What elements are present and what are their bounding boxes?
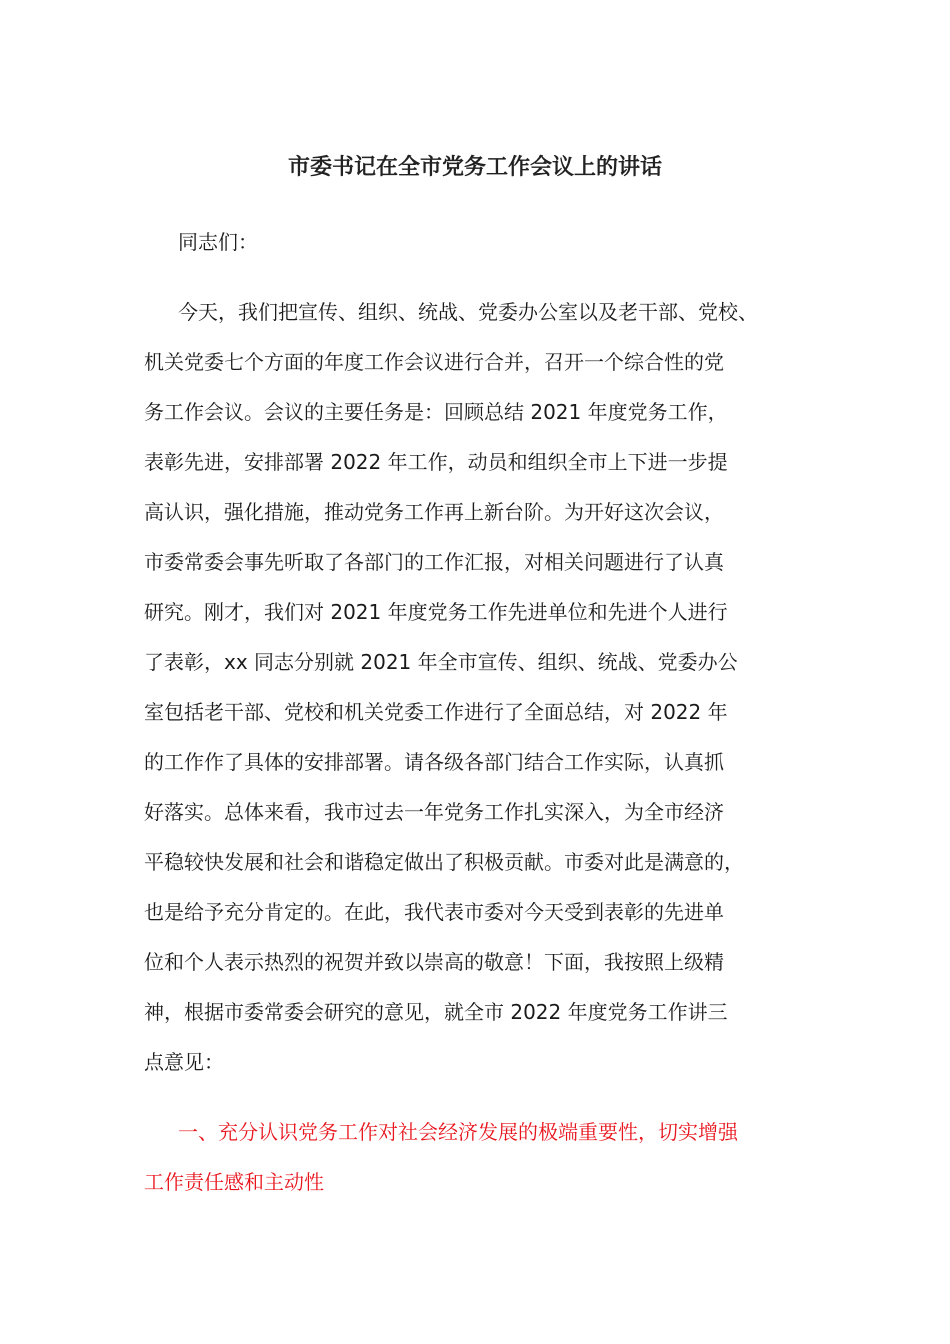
- paragraph-line: 神，根据市委常委会研究的意见，就全市 2022 年度党务工作讲三: [144, 1000, 728, 1024]
- paragraph-line: 高认识，强化措施，推动党务工作再上新台阶。为开好这次会议，: [144, 500, 724, 524]
- paragraph-line: 研究。刚才，我们对 2021 年度党务工作先进单位和先进个人进行: [144, 600, 728, 624]
- salutation: 同志们：: [178, 230, 258, 254]
- paragraph-line: 位和个人表示热烈的祝贺并致以崇高的敬意！下面，我按照上级精: [144, 950, 724, 974]
- paragraph-line: 室包括老干部、党校和机关党委工作进行了全面总结，对 2022 年: [144, 700, 728, 724]
- paragraph-line: 了表彰，xx 同志分别就 2021 年全市宣传、组织、统战、党委办公: [144, 650, 738, 674]
- section-heading-line: 一、充分认识党务工作对社会经济发展的极端重要性，切实增强: [178, 1120, 738, 1144]
- paragraph-line: 务工作会议。会议的主要任务是：回顾总结 2021 年度党务工作，: [144, 400, 728, 424]
- section-heading-line: 工作责任感和主动性: [144, 1170, 324, 1194]
- paragraph-line: 平稳较快发展和社会和谐稳定做出了积极贡献。市委对此是满意的，: [144, 850, 744, 874]
- document-title: 市委书记在全市党务工作会议上的讲话: [287, 155, 662, 180]
- paragraph-line: 今天，我们把宣传、组织、统战、党委办公室以及老干部、党校、: [178, 300, 758, 324]
- paragraph-line: 好落实。总体来看，我市过去一年党务工作扎实深入，为全市经济: [144, 800, 724, 824]
- paragraph-line: 表彰先进，安排部署 2022 年工作，动员和组织全市上下进一步提: [144, 450, 728, 474]
- body-paragraph: [144, 292, 834, 1092]
- paragraph-line: 点意见：: [144, 1050, 224, 1074]
- paragraph-line: 机关党委七个方面的年度工作会议进行合并，召开一个综合性的党: [144, 350, 724, 374]
- paragraph-line: 市委常委会事先听取了各部门的工作汇报，对相关问题进行了认真: [144, 550, 724, 574]
- paragraph-line: 也是给予充分肯定的。在此，我代表市委对今天受到表彰的先进单: [144, 900, 724, 924]
- section-heading: [144, 1112, 834, 1212]
- paragraph-line: 的工作作了具体的安排部署。请各级各部门结合工作实际，认真抓: [144, 750, 724, 774]
